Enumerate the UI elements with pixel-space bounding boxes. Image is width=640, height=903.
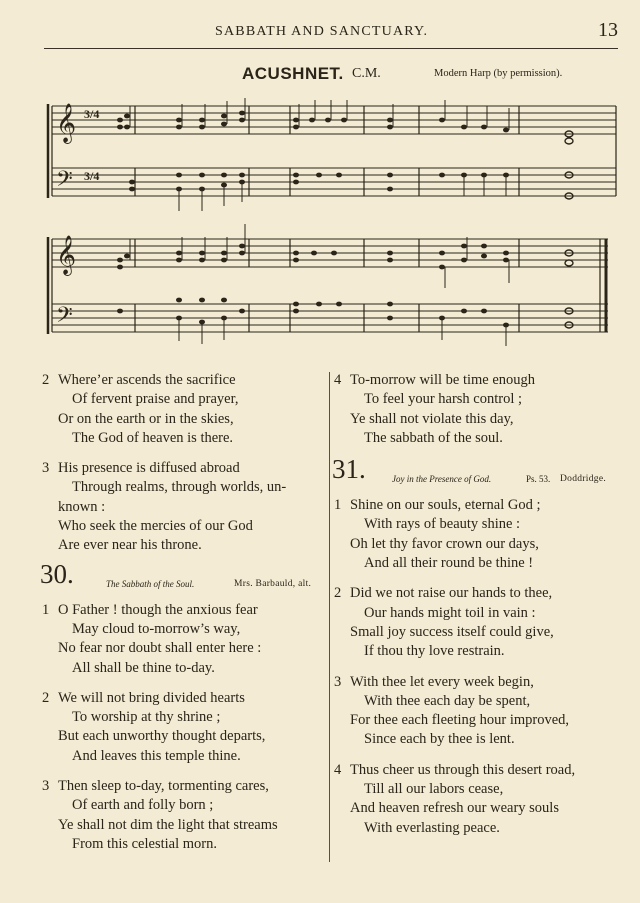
stanza — [42, 601, 312, 678]
line-text: With rays of beauty shine : — [364, 516, 521, 533]
clefs — [56, 103, 76, 333]
line-text: The God of heaven is there. — [72, 429, 234, 446]
stanza-number: 3 — [42, 460, 50, 477]
hymn-line — [334, 429, 614, 448]
line-text: Of earth and folly born ; — [72, 797, 214, 814]
page-number: 13 — [598, 19, 618, 41]
time-signature-treble: 3/4 — [84, 107, 100, 121]
hymn-reference: Ps. 53. — [526, 474, 551, 485]
hymn-line — [334, 711, 614, 730]
line-text: But each unworthy thought departs, — [58, 728, 266, 745]
stanza-number: 2 — [334, 585, 342, 602]
tune-name: ACUSHNET. — [242, 64, 344, 83]
stanza-number: 2 — [42, 689, 50, 706]
stanza — [42, 777, 312, 854]
treble-staff-1 — [52, 106, 616, 134]
hymn-line — [42, 478, 312, 497]
line-text: Shine on our souls, eternal God ; — [350, 497, 541, 514]
hymn-line — [42, 659, 312, 678]
stanza — [42, 689, 312, 766]
line-text: Who seek the mercies of our God — [58, 518, 253, 535]
hymn-line — [42, 429, 312, 448]
hymn-line — [334, 584, 614, 603]
header-rule — [44, 48, 618, 49]
staff-lines — [52, 106, 616, 332]
line-text: If thou thy love restrain. — [364, 643, 505, 660]
hymn-line — [42, 601, 312, 620]
hymn-line — [42, 410, 312, 429]
hymn-line — [42, 747, 312, 766]
line-text: Of fervent praise and prayer, — [72, 391, 239, 408]
bass-clef-icon: 𝄢 — [56, 303, 73, 333]
hymn-author: Doddridge. — [560, 474, 607, 485]
time-signature-bass: 3/4 — [84, 169, 100, 183]
line-text: And all their round be thine ! — [364, 555, 534, 572]
line-text: Thus cheer us through this desert road, — [350, 761, 576, 778]
hymn-line — [334, 819, 614, 838]
hymn-line — [42, 777, 312, 796]
stanza-number: 4 — [334, 761, 342, 778]
stanza-number: 1 — [334, 497, 342, 514]
stanza-number: 1 — [42, 601, 50, 618]
stanza — [334, 673, 614, 750]
line-text: From this celestial morn. — [72, 835, 217, 852]
hymn-line — [42, 727, 312, 746]
bar-lines — [48, 104, 616, 334]
hymn-line — [334, 623, 614, 642]
stanza — [42, 459, 312, 555]
line-text: For thee each fleeting hour improved, — [350, 712, 570, 729]
left-column — [42, 371, 312, 865]
stanza — [334, 761, 614, 838]
stanza-number: 2 — [42, 372, 50, 388]
stanza-number: 3 — [334, 673, 342, 690]
hymn-line — [42, 835, 312, 854]
line-text: known : — [58, 498, 106, 515]
stanza — [42, 371, 312, 448]
running-title: SABBATH AND SANCTUARY. — [215, 24, 429, 39]
musical-score — [44, 96, 620, 356]
line-text: Our hands might toil in vain : — [364, 604, 536, 621]
hymn-number: 31. — [332, 454, 366, 485]
hymn-line — [334, 692, 614, 711]
line-text: And leaves this temple thine. — [72, 747, 241, 764]
line-text: No fear nor doubt shall enter here : — [58, 640, 262, 657]
hymn-line — [42, 498, 312, 517]
hymn-line — [334, 673, 614, 692]
tune-meter: C.M. — [352, 66, 381, 81]
line-text: Or on the earth or in the skies, — [58, 410, 234, 427]
hymn-line — [42, 816, 312, 835]
note-stems — [130, 98, 509, 346]
line-text: His presence is diffused abroad — [58, 460, 240, 477]
line-text: Through realms, through worlds, un- — [72, 479, 287, 496]
line-text: Are ever near his throne. — [58, 537, 202, 554]
hymn-line — [42, 536, 312, 555]
hymn-line — [334, 780, 614, 799]
hymn-author: Mrs. Barbauld, alt. — [234, 578, 312, 589]
hymn-title: The Sabbath of the Soul. — [106, 578, 195, 589]
hymn-line — [334, 371, 614, 390]
hymn-line — [42, 639, 312, 658]
hymn-line — [42, 796, 312, 815]
line-text: The sabbath of the soul. — [364, 429, 503, 446]
stanza — [334, 584, 614, 661]
line-text: To feel your harsh control ; — [364, 391, 523, 408]
line-text: And heaven refresh our weary souls — [350, 800, 559, 817]
hymn-line — [42, 371, 312, 390]
hymn-number: 30. — [40, 558, 74, 589]
hymn-line — [334, 761, 614, 780]
notes — [117, 111, 573, 328]
hymn-line — [42, 620, 312, 639]
hymn-line — [334, 554, 614, 573]
hymn-line — [334, 410, 614, 429]
page-header — [0, 18, 640, 48]
line-text: Oh let thy favor crown our days, — [350, 535, 539, 552]
line-text: With thee let every week begin, — [350, 673, 534, 690]
hymn-title: Joy in the Presence of God. — [392, 474, 492, 485]
note-heads-row4 — [117, 298, 573, 328]
line-text: We will not bring divided hearts — [58, 689, 245, 706]
stanza-number: 4 — [334, 372, 342, 388]
hymn-30-stanzas — [42, 601, 312, 855]
time-signatures — [84, 107, 99, 183]
hymn-line — [334, 535, 614, 554]
hymn-30-heading — [40, 558, 312, 601]
stanza — [334, 371, 614, 448]
line-text: All shall be thine to-day. — [72, 659, 215, 676]
treble-clef-icon: 𝄞 — [56, 235, 77, 275]
treble-clef-icon: 𝄞 — [56, 103, 77, 143]
stanza-number: 3 — [42, 778, 50, 795]
line-text: With everlasting peace. — [364, 819, 500, 836]
hymn-line — [334, 799, 614, 818]
hymn-31-stanzas — [334, 496, 614, 838]
bass-staff-1 — [52, 168, 616, 196]
line-text: Did we not raise our hands to thee, — [350, 585, 553, 602]
tune-heading — [0, 64, 640, 86]
hymn-line — [42, 708, 312, 727]
line-text: Where’er ascends the sacrifice — [58, 372, 236, 388]
line-text: O Father ! though the anxious fear — [58, 601, 258, 618]
right-column — [334, 371, 614, 849]
hymn-line — [334, 496, 614, 515]
hymn-line — [334, 604, 614, 623]
left-stanzas-continued — [42, 371, 312, 556]
hymn-line — [334, 642, 614, 661]
bass-clef-icon: 𝄢 — [56, 167, 73, 197]
line-text: Since each by thee is lent. — [364, 731, 515, 748]
hymn-line — [334, 730, 614, 749]
hymn-line — [42, 517, 312, 536]
line-text: With thee each day be spent, — [364, 692, 531, 709]
hymn-31-heading — [332, 454, 614, 496]
line-text: Till all our labors cease, — [364, 781, 504, 798]
stanza — [334, 496, 614, 573]
note-heads-row3 — [117, 244, 573, 270]
line-text: Ye shall not violate this day, — [350, 410, 514, 427]
line-text: Ye shall not dim the light that streams — [58, 816, 278, 833]
hymn-line — [334, 390, 614, 409]
tune-credit: Modern Harp (by permission). — [434, 68, 563, 79]
line-text: To-morrow will be time enough — [350, 372, 536, 388]
hymn-line — [42, 459, 312, 478]
hymn-line — [42, 390, 312, 409]
line-text: May cloud to-morrow’s way, — [72, 620, 241, 637]
hymn-line — [334, 515, 614, 534]
right-stanzas-continued — [334, 371, 614, 448]
line-text: Small joy success itself could give, — [350, 623, 554, 640]
column-divider — [329, 372, 330, 862]
line-text: Then sleep to-day, tormenting cares, — [58, 778, 269, 795]
hymn-line — [42, 689, 312, 708]
line-text: To worship at thy shrine ; — [72, 709, 221, 726]
